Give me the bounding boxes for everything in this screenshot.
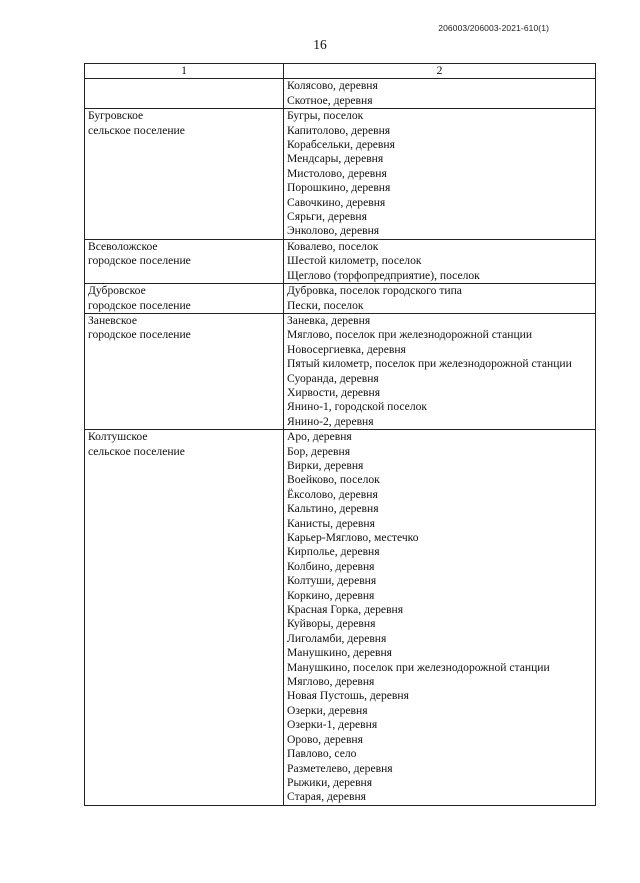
municipality-type: сельское поселение — [88, 444, 185, 458]
municipality-cell — [85, 239, 284, 283]
settlements-cell — [284, 109, 596, 240]
settlements-cell — [284, 430, 596, 806]
settlement-item: Дубровка, поселок городского типа — [287, 284, 462, 298]
settlement-item: Кирполье, деревня — [287, 545, 380, 559]
settlements-cell — [284, 313, 596, 429]
column-header-2: 2 — [284, 64, 596, 79]
settlement-item: Воейково, поселок — [287, 473, 380, 487]
table-row — [85, 430, 596, 806]
settlements-cell — [284, 284, 596, 314]
municipality-cell — [85, 79, 284, 109]
municipality-type: сельское поселение — [88, 123, 185, 137]
settlement-item: Колбино, деревня — [287, 559, 375, 573]
table-row — [85, 284, 596, 314]
settlement-item: Новосергиевка, деревня — [287, 342, 406, 356]
settlement-item: Савочкино, деревня — [287, 195, 386, 209]
municipality-cell — [85, 313, 284, 429]
settlement-item: Разметелево, деревня — [287, 761, 393, 775]
settlement-item: Манушкино, деревня — [287, 646, 393, 660]
settlement-item: Колтуши, деревня — [287, 574, 377, 588]
settlement-item: Вирки, деревня — [287, 458, 364, 472]
settlement-item: Пески, поселок — [287, 298, 364, 312]
settlement-item: Щеглово (торфопредприятие), поселок — [287, 268, 480, 282]
settlements-cell — [284, 239, 596, 283]
settlement-item: Озерки-1, деревня — [287, 718, 378, 732]
settlement-item: Павлово, село — [287, 747, 357, 761]
settlements-table — [84, 63, 596, 806]
settlement-item: Кальтино, деревня — [287, 502, 379, 516]
settlement-item: Карьер-Мяглово, местечко — [287, 531, 419, 544]
municipality-name: Всеволожское — [88, 239, 158, 253]
settlement-item: Энколово, деревня — [287, 224, 380, 238]
settlements-cell — [284, 79, 596, 109]
document-id: 206003/206003-2021-610(1) — [438, 23, 549, 33]
settlement-item: Лиголамби, деревня — [287, 631, 387, 645]
municipality-cell — [85, 284, 284, 314]
municipality-name: Заневское — [88, 313, 137, 327]
settlement-item: Канисты, деревня — [287, 516, 375, 530]
settlement-item: Манушкино, поселок при железнодорожной станции — [287, 660, 550, 674]
settlement-item: Хирвости, деревня — [287, 385, 381, 399]
settlement-item: Сярьги, деревня — [287, 210, 367, 224]
settlement-item: Скотное, деревня — [287, 93, 373, 107]
table-row — [85, 313, 596, 429]
settlement-item: Порошкино, деревня — [287, 181, 391, 195]
settlement-item: Капитолово, деревня — [287, 123, 391, 137]
settlement-item: Коркино, деревня — [287, 588, 375, 602]
settlement-item: Рыжики, деревня — [287, 775, 373, 789]
table-row — [85, 109, 596, 240]
table-row — [85, 79, 596, 109]
settlement-item: Янино-1, городской поселок — [287, 400, 428, 414]
municipality-cell — [85, 109, 284, 240]
municipality-name: Дубровское — [88, 284, 146, 298]
settlement-item: Мяглово, деревня — [287, 675, 375, 689]
municipality-type: городское поселение — [88, 254, 191, 268]
settlement-item: Ёксолово, деревня — [287, 487, 378, 501]
settlement-item: Заневка, деревня — [287, 313, 371, 327]
settlement-item: Старая, деревня — [287, 790, 367, 804]
settlement-item: Орово, деревня — [287, 732, 363, 746]
settlement-item: Ковалево, поселок — [287, 239, 379, 253]
settlement-item: Новая Пустошь, деревня — [287, 689, 409, 703]
settlement-item: Куйворы, деревня — [287, 617, 376, 631]
settlement-item: Озерки, деревня — [287, 703, 368, 717]
page-number: 16 — [313, 37, 327, 52]
settlement-item: Янино-2, деревня — [287, 414, 374, 428]
settlement-item: Красная Горка, деревня — [287, 603, 404, 617]
settlement-item: Бугры, поселок — [287, 109, 364, 123]
settlement-item: Колясово, деревня — [287, 79, 378, 93]
municipality-type: городское поселение — [88, 328, 191, 342]
settlement-item: Суоранда, деревня — [287, 371, 379, 385]
municipality-type: городское поселение — [88, 298, 191, 312]
settlement-item: Мяглово, поселок при железнодорожной станции — [287, 328, 533, 342]
municipality-name: Бугровское — [88, 109, 144, 123]
settlement-item: Мендсары, деревня — [287, 152, 384, 166]
settlement-item: Корабсельки, деревня — [287, 138, 395, 152]
settlement-item: Пятый километр, поселок при железнодорожной станции — [287, 357, 572, 371]
settlement-item: Шестой километр, поселок — [287, 254, 422, 268]
table-row — [85, 239, 596, 283]
municipality-cell — [85, 430, 284, 806]
column-header-1: 1 — [85, 64, 284, 79]
municipality-name: Колтушское — [88, 430, 148, 444]
settlement-item: Бор, деревня — [287, 444, 351, 458]
table-header-row — [85, 64, 596, 79]
settlement-item: Аро, деревня — [287, 430, 352, 444]
settlement-item: Мистолово, деревня — [287, 166, 387, 180]
